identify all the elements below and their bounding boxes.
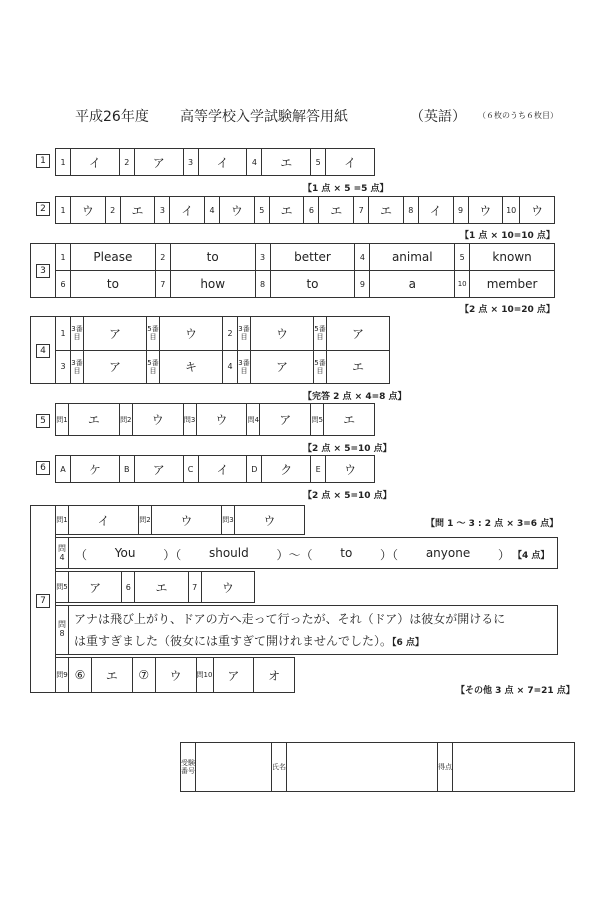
section-3-number: 3 xyxy=(36,264,50,278)
name-field xyxy=(287,743,438,792)
s7-q7-answer: ウ xyxy=(201,572,254,603)
s7-q9-num: 問9 xyxy=(56,658,69,693)
s7-q3-answer: ウ xyxy=(235,506,305,535)
s6-b-answer: ア xyxy=(134,456,183,483)
s2-q1-answer: ウ xyxy=(71,197,106,224)
s7-q1-answer: イ xyxy=(69,506,139,535)
s3-q3-num: 3 xyxy=(255,244,270,271)
section-4-number: 4 xyxy=(36,344,50,358)
section-5-score: 【2 点 × 5=10 点】 xyxy=(303,444,392,454)
s2-q1-num: 1 xyxy=(56,197,71,224)
s4-q2-5th-answer: ア xyxy=(327,317,390,351)
s2-q6-num: 6 xyxy=(304,197,319,224)
s7-q9-blank-7-answer: ウ xyxy=(155,658,196,693)
s7-q6-num: 6 xyxy=(122,572,135,603)
s3-q9-num: 9 xyxy=(355,271,370,298)
s1-q2-answer: ア xyxy=(134,149,183,176)
s2-q4-answer: ウ xyxy=(220,197,255,224)
s7-q9-10-answers xyxy=(55,657,295,693)
section-4-answers xyxy=(55,316,390,384)
s4-q2-3rd-answer: ウ xyxy=(251,317,314,351)
section-3-score: 【2 点 × 10=20 点】 xyxy=(460,305,555,315)
s7-q8-score: 【6 点】 xyxy=(392,638,424,648)
s7-q4-word-2: should xyxy=(208,546,249,560)
s4-q2-3rd-label: 3番目 xyxy=(238,317,251,351)
s6-e-answer: ウ xyxy=(326,456,375,483)
s7-q1-3-score: 【問 1 ～ 3 : 2 点 × 3=6 点】 xyxy=(426,519,559,529)
s7-q6-answer: エ xyxy=(135,572,188,603)
s7-q4-word-1: You xyxy=(114,546,136,560)
s4-q4-3rd-answer: ア xyxy=(251,350,314,384)
s6-c-answer: イ xyxy=(198,456,247,483)
s7-q3-num: 問3 xyxy=(222,506,235,535)
s1-q4-num: 4 xyxy=(247,149,262,176)
s2-q4-num: 4 xyxy=(205,197,220,224)
section-1-score: 【1 点 × 5 =5 点】 xyxy=(303,184,389,194)
s7-q8-answer-line-2-text: は重すぎました（彼女には重すぎて開けれませんでした）。 xyxy=(74,634,393,648)
section-1-answers xyxy=(55,148,375,176)
sheet-title: 高等学校入学試験解答用紙 xyxy=(180,109,348,125)
s7-q10-answer-1: ア xyxy=(213,658,254,693)
s4-q3-5th-label: 5番目 xyxy=(147,350,160,384)
s3-q5-num: 5 xyxy=(455,244,470,271)
s7-q1-num: 問1 xyxy=(56,506,69,535)
s7-q10-answer-2: オ xyxy=(254,658,295,693)
section-5-answers xyxy=(55,403,375,436)
s2-q7-num: 7 xyxy=(354,197,369,224)
s2-q3-answer: イ xyxy=(170,197,205,224)
s6-d-label: D xyxy=(247,456,262,483)
s7-q5-answer: ア xyxy=(69,572,122,603)
s3-q10-num: 10 xyxy=(455,271,470,298)
s3-q4-answer: animal xyxy=(370,244,455,271)
s7-q1-3-answers xyxy=(55,505,305,535)
s7-q4-paren-1: （ xyxy=(75,548,88,562)
s5-q5-answer: エ xyxy=(324,404,375,436)
score-label: 得点 xyxy=(438,743,453,792)
s3-q1-answer: Please xyxy=(71,244,156,271)
s4-q2-num: 2 xyxy=(223,317,238,351)
s3-q2-answer: to xyxy=(170,244,255,271)
section-2-number: 2 xyxy=(36,202,50,216)
s1-q1-num: 1 xyxy=(56,149,71,176)
s6-c-label: C xyxy=(183,456,198,483)
s4-q1-5th-label: 5番目 xyxy=(147,317,160,351)
section-6-score: 【2 点 × 5=10 点】 xyxy=(303,491,392,501)
s2-q2-answer: エ xyxy=(120,197,155,224)
section-2-score: 【1 点 × 10=10 点】 xyxy=(460,231,555,241)
subject: （英語） xyxy=(410,109,466,125)
s2-q5-num: 5 xyxy=(254,197,269,224)
s7-q4-score: 【4 点】 xyxy=(513,551,550,561)
section-1-number: 1 xyxy=(36,154,50,168)
s3-q8-num: 8 xyxy=(255,271,270,298)
s2-q2-num: 2 xyxy=(105,197,120,224)
s2-q6-answer: エ xyxy=(319,197,354,224)
exam-number-label: 受験番号 xyxy=(181,743,196,792)
score-field xyxy=(453,743,575,792)
s3-q6-num: 6 xyxy=(56,271,71,298)
s4-q4-5th-answer: エ xyxy=(327,350,390,384)
s7-q4-paren-5: ） xyxy=(497,548,510,562)
s7-q8-answer-line-2 xyxy=(74,632,424,649)
s5-q4-num: 問4 xyxy=(247,404,260,436)
s7-q10-num: 問10 xyxy=(196,658,213,693)
s2-q3-num: 3 xyxy=(155,197,170,224)
s4-q1-num: 1 xyxy=(56,317,71,351)
section-6-number: 6 xyxy=(36,461,50,475)
s1-q5-answer: イ xyxy=(326,149,375,176)
s7-q8-label: 問8 xyxy=(58,620,66,638)
section-7-number: 7 xyxy=(36,594,50,608)
s4-q4-3rd-label: 3番目 xyxy=(238,350,251,384)
section-5-number: 5 xyxy=(36,414,50,428)
s1-q4-answer: エ xyxy=(262,149,311,176)
s3-q7-num: 7 xyxy=(155,271,170,298)
s2-q10-num: 10 xyxy=(503,197,520,224)
s6-e-label: E xyxy=(311,456,326,483)
s7-q2-answer: ウ xyxy=(152,506,222,535)
s7-q4-label: 問4 xyxy=(58,544,66,562)
s2-q8-num: 8 xyxy=(403,197,418,224)
s7-q4-word-4: anyone xyxy=(425,546,471,560)
s7-q5-7-answers xyxy=(55,571,255,603)
s4-q1-5th-answer: ウ xyxy=(160,317,223,351)
s5-q4-answer: ア xyxy=(260,404,311,436)
s3-q9-answer: a xyxy=(370,271,455,298)
s3-q6-answer: to xyxy=(71,271,156,298)
s3-q2-num: 2 xyxy=(155,244,170,271)
section-2-answers xyxy=(55,196,555,224)
s7-q4-paren-4: ）（ xyxy=(380,548,399,562)
s3-q4-num: 4 xyxy=(355,244,370,271)
s2-q9-num: 9 xyxy=(453,197,468,224)
s5-q2-answer: ウ xyxy=(132,404,183,436)
s6-d-answer: ク xyxy=(262,456,311,483)
s5-q1-num: 問1 xyxy=(56,404,69,436)
s5-q1-answer: エ xyxy=(69,404,120,436)
s4-q3-num: 3 xyxy=(56,350,71,384)
s7-q7-num: 7 xyxy=(188,572,201,603)
s6-a-answer: ケ xyxy=(71,456,120,483)
s1-q2-num: 2 xyxy=(119,149,134,176)
s7-q9-blank-6-label: ⑥ xyxy=(69,658,92,693)
s7-q9-blank-7-label: ⑦ xyxy=(132,658,155,693)
s4-q3-3rd-answer: ア xyxy=(84,350,147,384)
s7-q8-answer-line-1: アナは飛び上がり、ドアの方へ走って行ったが、それ（ドア）は彼女が開けるに xyxy=(74,612,506,626)
s4-q1-3rd-answer: ア xyxy=(84,317,147,351)
s5-q3-answer: ウ xyxy=(196,404,247,436)
s3-q10-answer: member xyxy=(470,271,555,298)
name-label: 氏名 xyxy=(272,743,287,792)
s4-q3-3rd-label: 3番目 xyxy=(71,350,84,384)
s1-q3-answer: イ xyxy=(198,149,247,176)
s7-q4-paren-2: ）（ xyxy=(163,548,182,562)
s3-q3-answer: better xyxy=(270,244,355,271)
s4-q1-3rd-label: 3番目 xyxy=(71,317,84,351)
exam-year: 平成26年度 xyxy=(75,109,149,125)
s4-q2-5th-label: 5番目 xyxy=(314,317,327,351)
s7-q2-num: 問2 xyxy=(139,506,152,535)
s6-a-label: A xyxy=(56,456,71,483)
candidate-info xyxy=(180,742,575,792)
s6-b-label: B xyxy=(119,456,134,483)
section-6-answers xyxy=(55,455,375,483)
s7-other-score: 【その他 3 点 × 7=21 点】 xyxy=(456,686,575,696)
s5-q3-num: 問3 xyxy=(183,404,196,436)
s2-q7-answer: エ xyxy=(369,197,404,224)
s5-q5-num: 問5 xyxy=(311,404,324,436)
s5-q2-num: 問2 xyxy=(119,404,132,436)
s1-q5-num: 5 xyxy=(311,149,326,176)
s2-q8-answer: イ xyxy=(418,197,453,224)
s4-q4-num: 4 xyxy=(223,350,238,384)
exam-number-field xyxy=(196,743,272,792)
s7-q5-num: 問5 xyxy=(56,572,69,603)
s3-q1-num: 1 xyxy=(56,244,71,271)
s1-q3-num: 3 xyxy=(183,149,198,176)
s2-q9-answer: ウ xyxy=(468,197,503,224)
s4-q3-5th-answer: キ xyxy=(160,350,223,384)
section-3-answers xyxy=(55,243,555,298)
s3-q8-answer: to xyxy=(270,271,355,298)
s4-q4-5th-label: 5番目 xyxy=(314,350,327,384)
s7-q4-paren-3: ）～（ xyxy=(276,548,313,562)
s2-q10-answer: ウ xyxy=(520,197,555,224)
sheet-count: （６枚のうち６枚目） xyxy=(478,111,558,120)
s7-q4-word-3: to xyxy=(340,546,353,560)
section-4-score: 【完答 2 点 × 4=8 点】 xyxy=(303,392,407,402)
s3-q5-answer: known xyxy=(470,244,555,271)
s3-q7-answer: how xyxy=(170,271,255,298)
s1-q1-answer: イ xyxy=(71,149,120,176)
s7-q9-blank-6-answer: エ xyxy=(92,658,133,693)
s2-q5-answer: エ xyxy=(269,197,304,224)
s7-q4-answer-line xyxy=(75,546,510,563)
